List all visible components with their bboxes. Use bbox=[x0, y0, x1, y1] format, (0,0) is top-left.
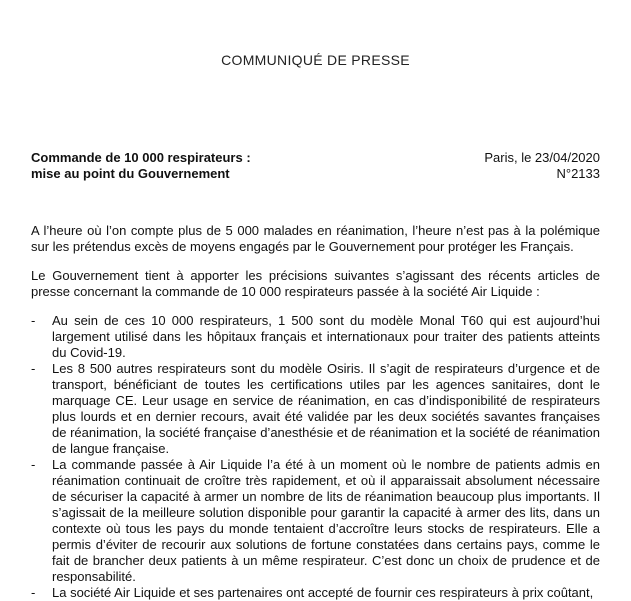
bullet-text: Au sein de ces 10 000 respirateurs, 1 500 sont du modèle Monal T60 qui est aujourd’hui largement utilisé dans les hôpitaux français et internationaux pour traiter des patients atteints du Covid-19. bbox=[52, 313, 600, 360]
bullet-dash: - bbox=[31, 585, 36, 600]
document-header-title: COMMUNIQUÉ DE PRESSE bbox=[221, 52, 410, 68]
bullet-dash: - bbox=[31, 457, 36, 472]
list-item bbox=[31, 361, 600, 457]
release-number: N°2133 bbox=[556, 166, 600, 181]
context-paragraph: Le Gouvernement tient à apporter les précisions suivantes s’agissant des récents articles de presse concernant la commande de 10 000 respirateurs passée à la société Air Liquide : bbox=[31, 268, 600, 299]
bullet-text: La société Air Liquide et ses partenaires ont accepté de fournir ces respirateurs à prix coûtant, bbox=[52, 585, 594, 600]
place-date: Paris, le 23/04/2020 bbox=[484, 150, 600, 165]
intro-paragraph: A l’heure où l’on compte plus de 5 000 malades en réanimation, l’heure n’est pas à la polémique sur les prétendus excès de moyens engagés par le Gouvernement pour protéger les Français. bbox=[31, 223, 600, 254]
press-release-title bbox=[31, 150, 251, 182]
bullet-dash: - bbox=[31, 313, 36, 328]
list-item bbox=[31, 457, 600, 585]
title-line-2: mise au point du Gouvernement bbox=[31, 166, 230, 181]
list-item bbox=[31, 313, 600, 361]
document-body bbox=[31, 223, 600, 601]
list-item bbox=[31, 585, 600, 601]
title-line-1: Commande de 10 000 respirateurs : bbox=[31, 150, 251, 165]
bullet-text: La commande passée à Air Liquide l’a été à un moment où le nombre de patients admis en réanimation continuait de croître très rapidement, et où il apparaissait absolument nécessaire de sécuriser la capacité à armer un nombre de lits de réanimation beaucoup plus importants. Il s’agissait de la meilleure solution disponible pour garantir la capacité à armer des lits, dans un contexte où tous les pays du monde tentaient d’accroître leurs stocks de respirateurs. Elle a permis d’éviter de recourir aux solutions de fortune constatées dans certains pays, comme le fait de brancher deux patients à un même respirateur. C’est donc un choix de prudence et de responsabilité. bbox=[52, 457, 600, 584]
bullet-dash: - bbox=[31, 361, 36, 376]
release-meta bbox=[484, 150, 600, 182]
bullet-list bbox=[31, 313, 600, 601]
bullet-text: Les 8 500 autres respirateurs sont du modèle Osiris. Il s’agit de respirateurs d’urgence et de transport, bénéficiant de toutes les certifications utiles par les agences sanitaires, dont le marquage CE. Leur usage en service de réanimation, en cas d’indisponibilité de respirateurs plus lourds et en dernier recours, avait été validée par les deux sociétés savantes françaises de réanimation, la société française d’anesthésie et de réanimation et la société de réanimation de langue française. bbox=[52, 361, 600, 456]
